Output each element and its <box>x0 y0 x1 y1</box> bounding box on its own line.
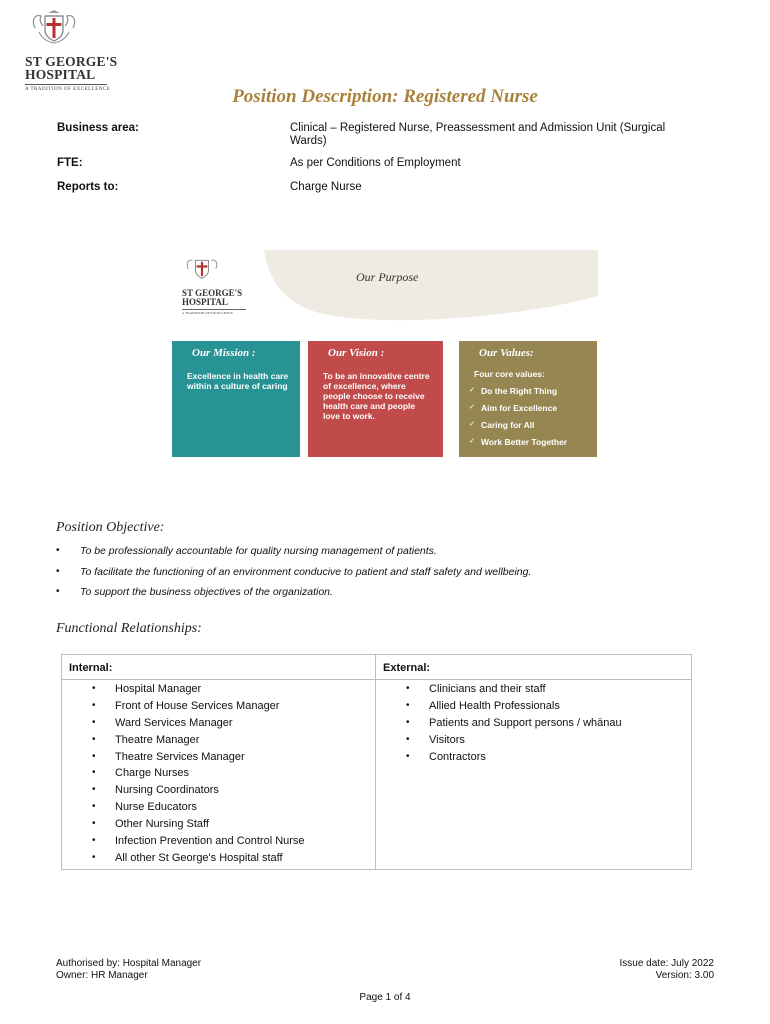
value-item: ✓ Caring for All <box>469 420 587 430</box>
mission-text: Excellence in health care within a culture of caring <box>187 371 289 391</box>
logo-divider <box>25 84 107 85</box>
functional-relationships-heading: Functional Relationships: <box>56 621 202 636</box>
external-item: • Clinicians and their staff <box>406 683 622 700</box>
logo-name-line1: ST GEORGE'S <box>25 54 118 69</box>
owner: Owner: HR Manager <box>56 970 148 981</box>
purpose-logo-line2: HOSPITAL <box>182 297 228 307</box>
internal-item: • Nurse Educators <box>92 801 305 818</box>
meta-label: FTE: <box>57 157 83 169</box>
external-item: • Contractors <box>406 751 622 768</box>
meta-value: Charge Nurse <box>290 181 362 193</box>
issue-date: Issue date: July 2022 <box>619 958 714 969</box>
footer-left <box>56 958 201 982</box>
external-list <box>406 683 622 767</box>
page-number: Page 1 of 4 <box>359 992 411 1003</box>
purpose-logo <box>182 256 262 315</box>
document-title: Position Description: Registered Nurse <box>232 86 538 107</box>
purpose-logo-line1: ST GEORGE'S <box>182 288 243 298</box>
meta-label: Reports to: <box>57 181 119 193</box>
external-item: • Allied Health Professionals <box>406 700 622 717</box>
table-divider <box>62 679 691 680</box>
vision-title: Our Vision : <box>328 347 385 359</box>
mission-title: Our Mission : <box>192 347 256 359</box>
relationships-table <box>61 654 692 870</box>
hospital-logo <box>25 10 120 92</box>
internal-item: • Charge Nurses <box>92 767 305 784</box>
value-item: ✓ Work Better Together <box>469 437 587 447</box>
purpose-graphic <box>172 250 598 458</box>
objective-item: • To support the business objectives of the organization. <box>56 586 716 607</box>
objective-item: • To be professionally accountable for quality nursing management of patients. <box>56 545 716 566</box>
internal-item: • Front of House Services Manager <box>92 700 305 717</box>
internal-item: • Ward Services Manager <box>92 717 305 734</box>
values-intro: Four core values: <box>474 369 545 379</box>
internal-item: • All other St George's Hospital staff <box>92 852 305 869</box>
meta-value: As per Conditions of Employment <box>290 157 461 169</box>
value-item: ✓ Aim for Excellence <box>469 403 587 413</box>
objective-item: • To facilitate the functioning of an environment conducive to patient and staff safety and wellbeing. <box>56 566 716 587</box>
internal-header: Internal: <box>69 662 113 674</box>
internal-item: • Infection Prevention and Control Nurse <box>92 835 305 852</box>
mission-box <box>172 341 300 457</box>
position-objective-heading: Position Objective: <box>56 520 165 535</box>
values-list <box>469 386 587 447</box>
hospital-crest-icon <box>29 10 79 46</box>
internal-item: • Theatre Manager <box>92 734 305 751</box>
internal-item: • Hospital Manager <box>92 683 305 700</box>
logo-name-line2: HOSPITAL <box>25 67 96 82</box>
version: Version: 3.00 <box>655 970 714 981</box>
objectives-list <box>56 545 716 607</box>
purpose-crest-icon <box>184 256 220 282</box>
purpose-title: Our Purpose <box>356 270 419 284</box>
external-item: • Visitors <box>406 734 622 751</box>
meta-value: Clinical – Registered Nurse, Preassessment and Admission Unit (Surgical Wards) <box>290 122 666 147</box>
internal-list <box>92 683 305 869</box>
internal-item: • Other Nursing Staff <box>92 818 305 835</box>
values-title: Our Values: <box>479 347 534 359</box>
authorised-by: Authorised by: Hospital Manager <box>56 958 202 969</box>
external-header: External: <box>383 662 431 674</box>
vision-text: To be an innovative centre of excellence, where people choose to receive health care and people love to work. <box>323 371 430 421</box>
footer-right <box>619 958 714 982</box>
purpose-logo-tagline: A TRADITION OF EXCELLENCE <box>182 309 246 315</box>
vision-box <box>308 341 443 457</box>
purpose-arc-shape <box>264 250 598 322</box>
internal-item: • Theatre Services Manager <box>92 751 305 768</box>
values-box <box>459 341 597 457</box>
external-item: • Patients and Support persons / whānau <box>406 717 622 734</box>
internal-item: • Nursing Coordinators <box>92 784 305 801</box>
meta-label: Business area: <box>57 122 139 134</box>
value-item: ✓ Do the Right Thing <box>469 386 587 396</box>
logo-tagline: A TRADITION OF EXCELLENCE <box>25 87 111 92</box>
table-divider <box>375 655 376 869</box>
